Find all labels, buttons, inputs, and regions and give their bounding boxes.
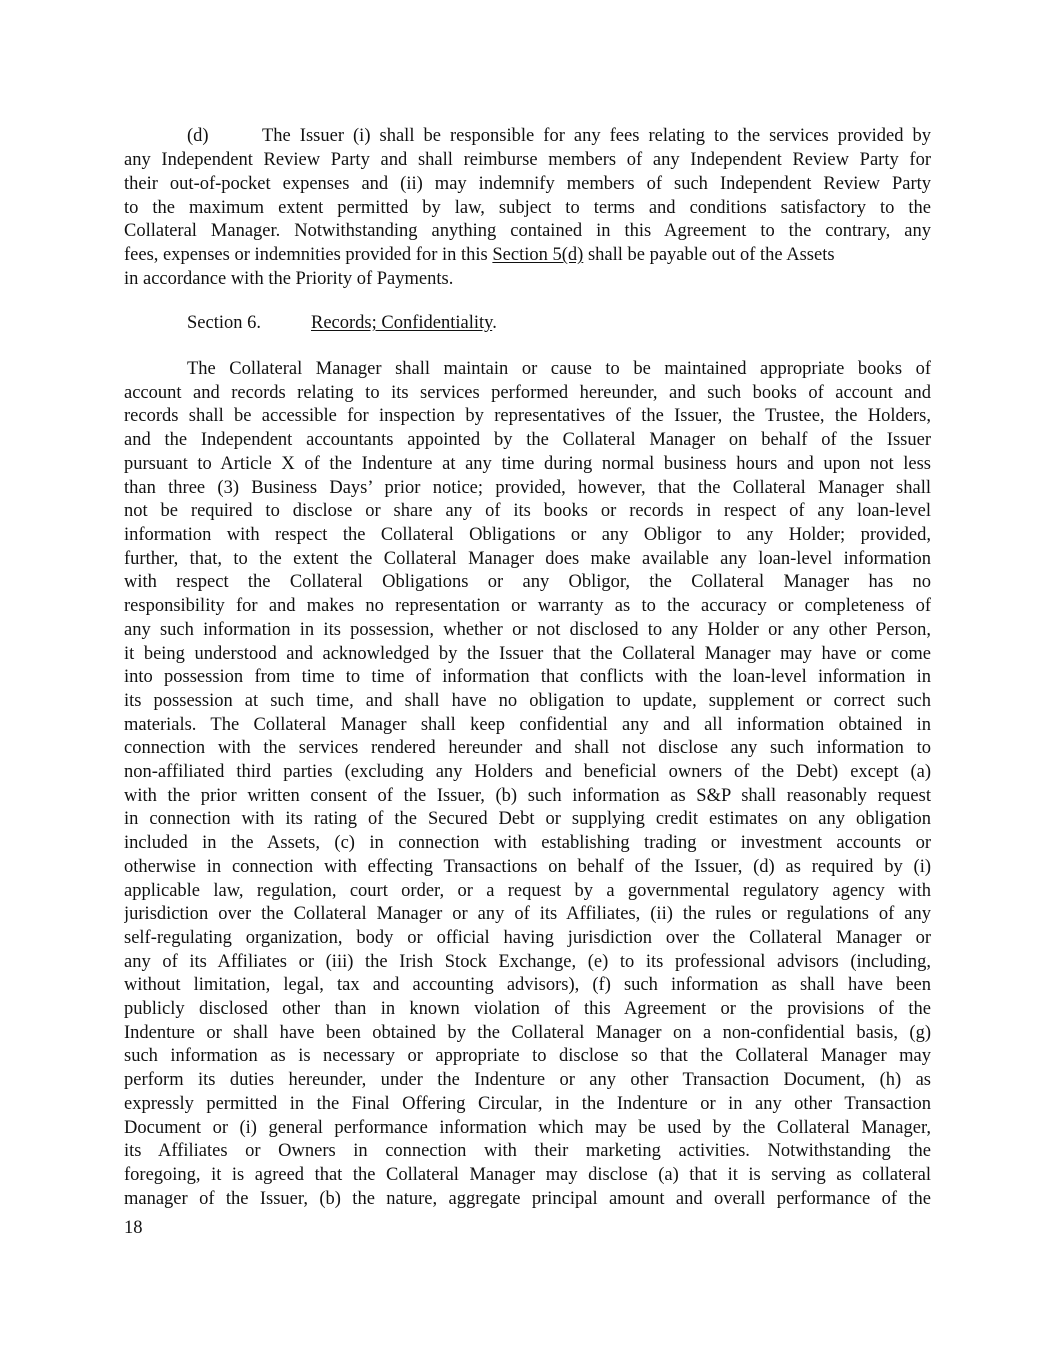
paragraph-line: manager of the Issuer, (b) the nature, aggregate principal amount and overall performance of the bbox=[124, 1189, 931, 1209]
section-6-heading bbox=[187, 311, 994, 335]
paragraph-line: perform its duties hereunder, under the Indenture or any other Transaction Document, (h) as bbox=[124, 1070, 931, 1090]
paragraph-line bbox=[124, 243, 931, 267]
line-text: The Issuer (i) shall be responsible for any fees relating to the services provided by bbox=[262, 126, 931, 146]
line-text bbox=[124, 243, 931, 267]
paragraph-line: included in the Assets, (c) in connection with establishing trading or investment accounts or bbox=[124, 833, 931, 853]
paragraph-line: any Independent Review Party and shall reimburse members of any Independent Review Party for bbox=[124, 150, 931, 170]
paragraph-line: The Collateral Manager shall maintain or cause to be maintained appropriate books of bbox=[187, 359, 931, 379]
paragraph-line: responsibility for and makes no representation or warranty as to the accuracy or completeness of bbox=[124, 596, 931, 616]
paragraph-line: in connection with its rating of the Secured Debt or supplying credit estimates on any obligation bbox=[124, 809, 931, 829]
paragraph-line: materials. The Collateral Manager shall keep confidential any and all information obtained in bbox=[124, 715, 931, 735]
paragraph-line: non-affiliated third parties (excluding any Holders and beneficial owners of the Debt) except (a) bbox=[124, 762, 931, 782]
paragraph-line: otherwise in connection with effecting Transactions on behalf of the Issuer, (d) as required by (i) bbox=[124, 857, 931, 877]
paragraph-line: with respect the Collateral Obligations or any Obligor, the Collateral Manager has no bbox=[124, 572, 931, 592]
paragraph-line: with the prior written consent of the Issuer, (b) such information as S&P shall reasonably request bbox=[124, 786, 931, 806]
clause-label: (d) bbox=[187, 126, 209, 146]
paragraph-line: in accordance with the Priority of Payments. bbox=[124, 269, 454, 289]
section-number: Section 6. bbox=[187, 313, 261, 333]
section-title: Records; Confidentiality bbox=[311, 313, 493, 333]
paragraph-line: than three (3) Business Days’ prior notice; provided, however, that the Collateral Manager shall bbox=[124, 478, 931, 498]
paragraph-line: further, that, to the extent the Collateral Manager does make available any loan-level information bbox=[124, 549, 931, 569]
paragraph-line: applicable law, regulation, court order, or a request by a governmental regulatory agency with bbox=[124, 881, 931, 901]
paragraph-line: its Affiliates or Owners in connection with their marketing activities. Notwithstanding the bbox=[124, 1141, 931, 1161]
paragraph-line: jurisdiction over the Collateral Manager or any of its Affiliates, (ii) the rules or regulations of any bbox=[124, 904, 931, 924]
paragraph-line: such information as is necessary or appropriate to disclose so that the Collateral Manager may bbox=[124, 1046, 931, 1066]
paragraph-line: Collateral Manager. Notwithstanding anything contained in this Agreement to the contrary, any bbox=[124, 221, 931, 241]
paragraph-line: into possession from time to time of information that conflicts with the loan-level information in bbox=[124, 667, 931, 687]
paragraph-line: connection with the services rendered hereunder and shall not disclose any such information to bbox=[124, 738, 931, 758]
paragraph-line: their out-of-pocket expenses and (ii) may indemnify members of such Independent Review Party bbox=[124, 174, 931, 194]
page-number: 18 bbox=[124, 1218, 143, 1238]
paragraph-line: without limitation, legal, tax and accounting advisors), (f) such information as shall have been bbox=[124, 975, 931, 995]
paragraph-line: pursuant to Article X of the Indenture at any time during normal business hours and upon not less bbox=[124, 454, 931, 474]
paragraph-line: its possession at such time, and shall have no obligation to update, supplement or correct such bbox=[124, 691, 931, 711]
paragraph-line: self-regulating organization, body or official having jurisdiction over the Collateral Manager or bbox=[124, 928, 931, 948]
paragraph-line: any of its Affiliates or (iii) the Irish Stock Exchange, (e) to its professional advisors (including, bbox=[124, 952, 931, 972]
paragraph-line: Indenture or shall have been obtained by the Collateral Manager on a non-confidential basis, (g) bbox=[124, 1023, 931, 1043]
paragraph-line: records shall be accessible for inspection by representatives of the Issuer, the Trustee, the Holders, bbox=[124, 406, 931, 426]
section-title-suffix: . bbox=[492, 313, 497, 333]
paragraph-line: Document or (i) general performance information which may be used by the Collateral Manager, bbox=[124, 1118, 931, 1138]
section-5d-reference: Section 5(d) bbox=[492, 245, 584, 265]
paragraph-line: and the Independent accountants appointed by the Collateral Manager on behalf of the Issuer bbox=[124, 430, 931, 450]
paragraph-line: information with respect the Collateral Obligations or any Obligor to any Holder; provided, bbox=[124, 525, 931, 545]
paragraph-line: not be required to disclose or share any of its books or records in respect of any loan-level bbox=[124, 501, 931, 521]
paragraph-line: publicly disclosed other than in known violation of this Agreement or the provisions of the bbox=[124, 999, 931, 1019]
paragraph-line bbox=[187, 124, 931, 148]
paragraph-line: foregoing, it is agreed that the Collateral Manager may disclose (a) that it is serving as collateral bbox=[124, 1165, 931, 1185]
paragraph-line: it being understood and acknowledged by the Issuer that the Collateral Manager may have or come bbox=[124, 644, 931, 664]
paragraph-line: to the maximum extent permitted by law, subject to terms and conditions satisfactory to the bbox=[124, 198, 931, 218]
line-text-tail: shall be payable out of the Assets bbox=[583, 245, 835, 265]
paragraph-line: any such information in its possession, whether or not disclosed to any Holder or any other Person, bbox=[124, 620, 931, 640]
line-text-head: fees, expenses or indemnities provided for in this bbox=[124, 245, 493, 265]
paragraph-line: account and records relating to its services performed hereunder, and such books of account and bbox=[124, 383, 931, 403]
paragraph-line: expressly permitted in the Final Offering Circular, in the Indenture or in any other Transaction bbox=[124, 1094, 931, 1114]
